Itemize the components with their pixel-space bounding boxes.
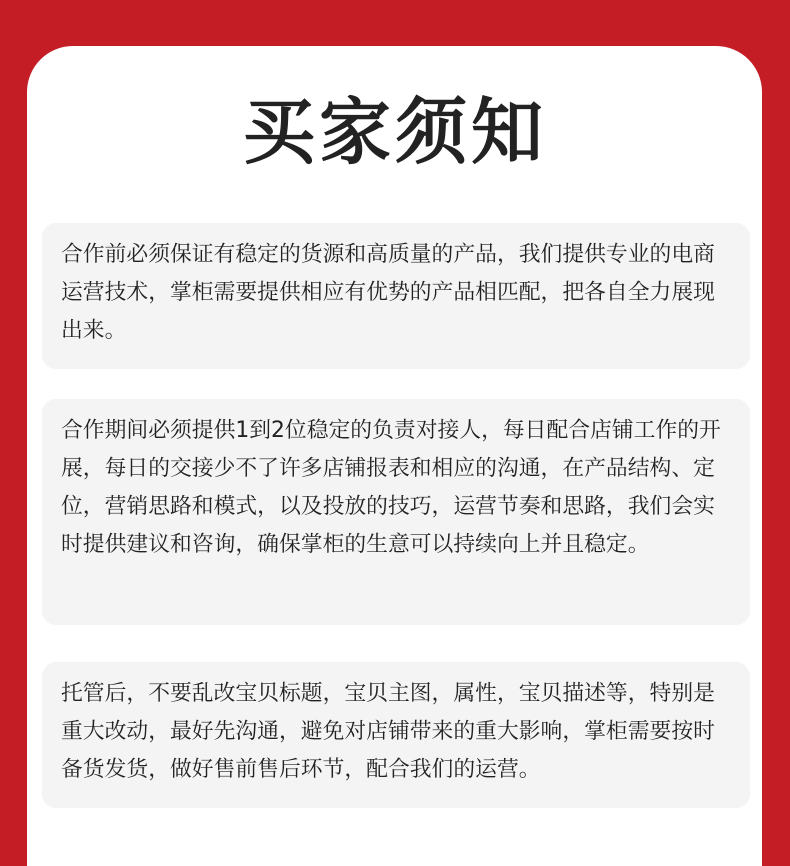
notice-text-1: 合作前必须保证有稳定的货源和高质量的产品，我们提供专业的电商运营技术，掌柜需要提供相应有优势的产品相匹配，把各自全力展现出来。 (61, 242, 715, 343)
notice-box-2 (42, 399, 750, 625)
page-title: 买家须知 (242, 90, 547, 174)
notice-box-1 (42, 223, 750, 369)
notice-text-2: 合作期间必须提供1到2位稳定的负责对接人，每日配合店铺工作的开展，每日的交接少不了许多店铺报表和相应的沟通，在产品结构、定位，营销思路和模式，以及投放的技巧，运营节奏和思路，我们会实时提供建议和咨询，确保掌柜的生意可以持续向上并且稳定。 (61, 418, 721, 557)
notice-box-3 (42, 662, 750, 808)
notice-text-3: 托管后，不要乱改宝贝标题，宝贝主图，属性，宝贝描述等，特别是重大改动，最好先沟通，避免对店铺带来的重大影响，掌柜需要按时备货发货，做好售前售后环节，配合我们的运营。 (61, 681, 715, 782)
